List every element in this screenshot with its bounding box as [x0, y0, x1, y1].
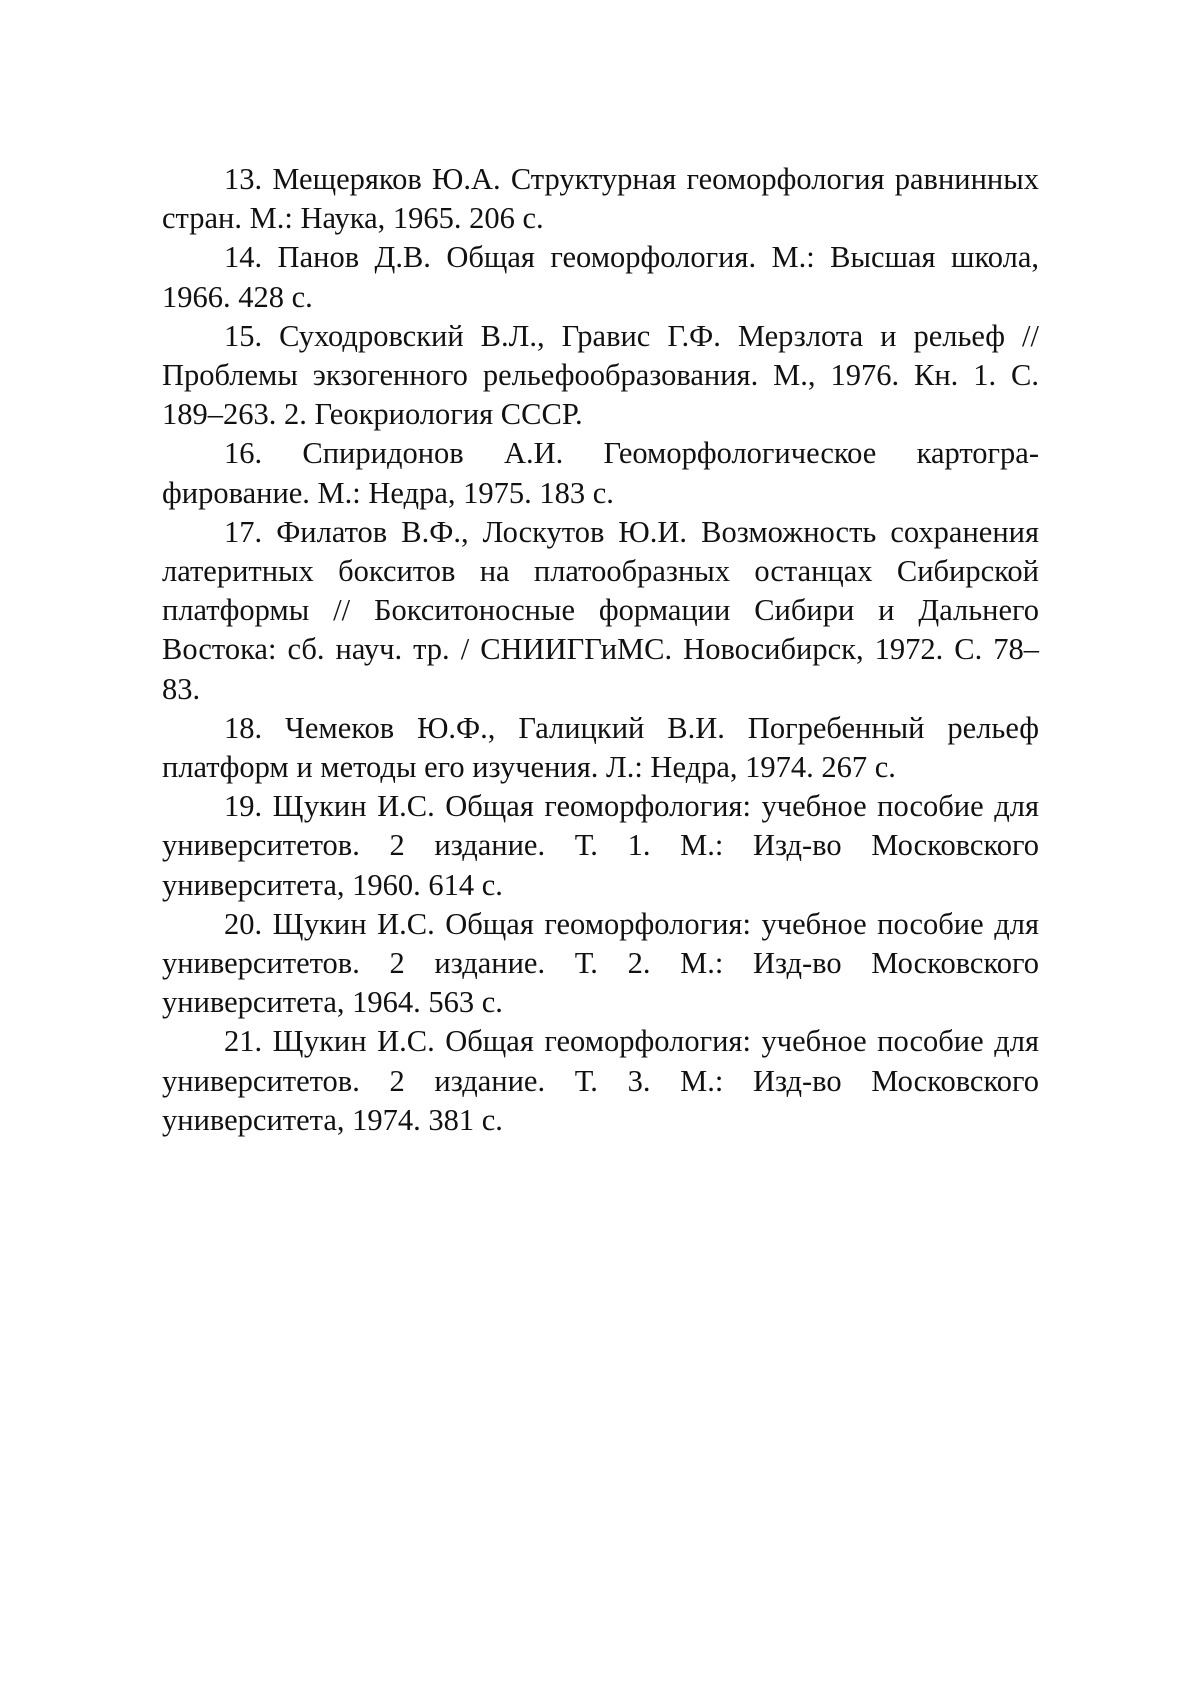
reference-item-18: 18. Чемеков Ю.Ф., Галицкий В.И. Погребенный рельеф платформ и методы его изучения. Л.: Недра, 1974. 267 с. [162, 710, 1039, 785]
reference-item-21: 21. Щукин И.С. Общая геоморфология: учебное пособие для университетов. 2 издание. Т. 3. М.: Изд-во Московского университета, 1974. 381 с. [162, 1024, 1039, 1137]
reference-item-15: 15. Суходровский В.Л., Гравис Г.Ф. Мерзлота и рельеф // Проблемы экзогенного рельефообразования. М., 1976. Кн. 1. С. 189–263. 2. Геокриология СССР. [162, 318, 1039, 432]
reference-item-17: 17. Филатов В.Ф., Лоскутов Ю.И. Возможность сохранения латеритных бокситов на платообразных останцах Сибирской платформы // Бокситоносные формации Сибири и Дальнего Востока: сб. науч. тр. / СНИИГГиМС. Новосибирск, 1972. С. 78–83. [162, 514, 1039, 706]
reference-item-14: 14. Панов Д.В. Общая геоморфология. М.: Высшая школа, 1966. 428 с. [162, 240, 1039, 314]
reference-item-16: 16. Спиридонов А.И. Геоморфологическое картографирование. М.: Недра, 1975. 183 с. [162, 436, 1039, 510]
reference-item-20: 20. Щукин И.С. Общая геоморфология: учебное пособие для университетов. 2 издание. Т. 2. М.: Изд-во Московского университета, 1964. 563 с. [162, 906, 1039, 1020]
reference-list [162, 160, 1039, 1140]
reference-item-19: 19. Щукин И.С. Общая геоморфология: учебное пособие для университетов. 2 издание. Т. 1. М.: Изд-во Московского университета, 1960. 614 с. [162, 789, 1039, 902]
reference-item-13: 13. Мещеряков Ю.А. Структурная геоморфология равнинных стран. М.: Наука, 1965. 206 с. [162, 162, 1039, 236]
